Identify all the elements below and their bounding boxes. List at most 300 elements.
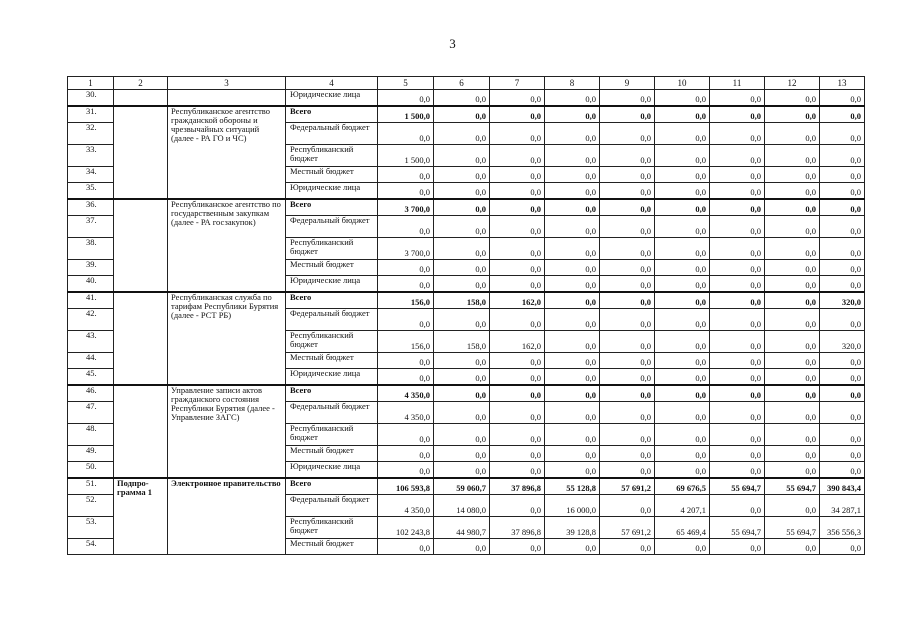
funding-source: Юридические лица [286,183,378,200]
value-cell: 0,0 [765,199,820,216]
value-cell: 0,0 [378,167,434,183]
header-cell: 6 [434,77,490,90]
value-cell: 0,0 [490,145,545,167]
value-cell: 0,0 [820,238,865,260]
value-cell: 0,0 [765,385,820,402]
value-cell: 0,0 [378,276,434,293]
header-cell: 8 [545,77,600,90]
value-cell: 0,0 [490,309,545,331]
value-cell: 0,0 [765,402,820,424]
value-cell: 0,0 [710,539,765,555]
value-cell: 0,0 [545,369,600,386]
value-cell: 4 350,0 [378,385,434,402]
value-cell: 0,0 [545,276,600,293]
value-cell: 0,0 [434,123,490,145]
value-cell: 0,0 [434,260,490,276]
value-cell: 0,0 [655,309,710,331]
value-cell: 0,0 [710,106,765,123]
value-cell: 0,0 [378,446,434,462]
value-cell: 0,0 [600,167,655,183]
value-cell: 0,0 [655,145,710,167]
value-cell: 0,0 [600,331,655,353]
budget-table [67,76,865,555]
value-cell: 0,0 [490,462,545,479]
value-cell: 158,0 [434,292,490,309]
value-cell: 0,0 [600,276,655,293]
value-cell: 0,0 [378,183,434,200]
program-cell [114,385,168,478]
funding-source: Местный бюджет [286,539,378,555]
value-cell: 0,0 [820,167,865,183]
agency-cell: Управление записи актов гражданского состояния Республики Бурятия (далее - Управление ЗАГС) [168,385,286,478]
value-cell: 0,0 [490,183,545,200]
value-cell: 0,0 [434,353,490,369]
row-number: 45. [68,369,114,386]
value-cell: 0,0 [765,90,820,107]
row-number: 37. [68,216,114,238]
value-cell: 0,0 [820,123,865,145]
header-cell: 5 [378,77,434,90]
funding-source: Всего [286,478,378,495]
value-cell: 0,0 [600,238,655,260]
value-cell: 0,0 [378,309,434,331]
value-cell: 0,0 [710,260,765,276]
value-cell: 0,0 [820,424,865,446]
funding-source: Республиканский бюджет [286,424,378,446]
value-cell: 0,0 [655,123,710,145]
header-cell: 2 [114,77,168,90]
value-cell: 0,0 [820,385,865,402]
funding-source: Всего [286,292,378,309]
value-cell: 0,0 [820,462,865,479]
funding-source: Республиканский бюджет [286,238,378,260]
value-cell: 0,0 [765,238,820,260]
funding-source: Местный бюджет [286,446,378,462]
value-cell: 0,0 [600,353,655,369]
program-cell: Подпро-грамма 1 [114,478,168,555]
value-cell: 37 896,8 [490,478,545,495]
row-number: 35. [68,183,114,200]
row-number: 40. [68,276,114,293]
value-cell: 39 128,8 [545,517,600,539]
value-cell: 162,0 [490,292,545,309]
row-number: 30. [68,90,114,107]
value-cell: 0,0 [545,424,600,446]
value-cell: 0,0 [434,216,490,238]
value-cell: 0,0 [490,369,545,386]
value-cell: 0,0 [765,260,820,276]
table-row [68,90,865,107]
value-cell: 0,0 [490,106,545,123]
value-cell: 0,0 [820,309,865,331]
value-cell: 0,0 [655,402,710,424]
funding-source: Федеральный бюджет [286,402,378,424]
row-number: 48. [68,424,114,446]
value-cell: 0,0 [434,402,490,424]
value-cell: 0,0 [545,539,600,555]
value-cell: 3 700,0 [378,199,434,216]
value-cell: 65 469,4 [655,517,710,539]
value-cell: 0,0 [765,183,820,200]
value-cell: 0,0 [434,424,490,446]
value-cell: 55 694,7 [710,478,765,495]
row-number: 46. [68,385,114,402]
value-cell: 0,0 [820,446,865,462]
row-number: 51. [68,478,114,495]
value-cell: 0,0 [600,199,655,216]
row-number: 36. [68,199,114,216]
value-cell: 0,0 [490,446,545,462]
value-cell: 0,0 [710,145,765,167]
value-cell: 0,0 [600,385,655,402]
funding-source: Местный бюджет [286,260,378,276]
value-cell: 0,0 [434,276,490,293]
value-cell: 0,0 [600,145,655,167]
value-cell: 0,0 [545,145,600,167]
value-cell: 0,0 [600,462,655,479]
value-cell: 0,0 [545,402,600,424]
row-number: 54. [68,539,114,555]
value-cell: 0,0 [378,369,434,386]
value-cell: 0,0 [545,462,600,479]
row-number: 42. [68,309,114,331]
value-cell: 0,0 [710,90,765,107]
value-cell: 0,0 [765,145,820,167]
value-cell: 0,0 [378,539,434,555]
funding-source: Республиканский бюджет [286,517,378,539]
value-cell: 55 694,7 [710,517,765,539]
value-cell: 0,0 [600,260,655,276]
value-cell: 0,0 [820,106,865,123]
value-cell: 0,0 [820,369,865,386]
value-cell: 0,0 [820,216,865,238]
value-cell: 0,0 [655,260,710,276]
value-cell: 0,0 [820,183,865,200]
header-cell: 9 [600,77,655,90]
value-cell: 0,0 [710,402,765,424]
value-cell: 55 694,7 [765,478,820,495]
value-cell: 16 000,0 [545,495,600,517]
table-row [68,292,865,309]
funding-source: Республиканский бюджет [286,145,378,167]
value-cell: 0,0 [710,167,765,183]
value-cell: 0,0 [490,402,545,424]
funding-source: Всего [286,385,378,402]
row-number: 43. [68,331,114,353]
row-number: 50. [68,462,114,479]
funding-source: Юридические лица [286,276,378,293]
value-cell: 34 287,1 [820,495,865,517]
value-cell: 0,0 [710,276,765,293]
value-cell: 0,0 [545,167,600,183]
value-cell: 0,0 [765,309,820,331]
value-cell: 4 207,1 [655,495,710,517]
value-cell: 0,0 [820,90,865,107]
funding-source: Республиканский бюджет [286,331,378,353]
value-cell: 44 980,7 [434,517,490,539]
value-cell: 0,0 [490,385,545,402]
value-cell: 0,0 [710,353,765,369]
row-number: 49. [68,446,114,462]
table-row [68,106,865,123]
value-cell: 156,0 [378,331,434,353]
value-cell: 0,0 [434,106,490,123]
value-cell: 0,0 [710,216,765,238]
value-cell: 0,0 [545,353,600,369]
row-number: 32. [68,123,114,145]
funding-source: Юридические лица [286,369,378,386]
program-cell [114,106,168,199]
value-cell: 0,0 [655,539,710,555]
header-cell: 1 [68,77,114,90]
value-cell: 0,0 [490,353,545,369]
funding-source: Юридические лица [286,462,378,479]
value-cell: 0,0 [600,216,655,238]
value-cell: 0,0 [655,424,710,446]
row-number: 41. [68,292,114,309]
value-cell: 0,0 [600,446,655,462]
value-cell: 0,0 [378,424,434,446]
value-cell: 0,0 [600,106,655,123]
value-cell: 0,0 [545,446,600,462]
value-cell: 0,0 [545,199,600,216]
row-number: 47. [68,402,114,424]
header-cell: 10 [655,77,710,90]
value-cell: 0,0 [490,238,545,260]
value-cell: 0,0 [655,90,710,107]
value-cell: 0,0 [655,369,710,386]
funding-source: Федеральный бюджет [286,309,378,331]
value-cell: 1 500,0 [378,106,434,123]
value-cell: 0,0 [765,539,820,555]
value-cell: 0,0 [490,495,545,517]
value-cell: 0,0 [545,331,600,353]
value-cell: 0,0 [710,238,765,260]
value-cell: 0,0 [765,292,820,309]
value-cell: 0,0 [490,123,545,145]
value-cell: 356 556,3 [820,517,865,539]
value-cell: 0,0 [545,292,600,309]
funding-source: Федеральный бюджет [286,123,378,145]
row-number: 39. [68,260,114,276]
value-cell: 0,0 [655,216,710,238]
value-cell: 0,0 [600,292,655,309]
value-cell: 0,0 [655,106,710,123]
value-cell: 57 691,2 [600,478,655,495]
value-cell: 0,0 [710,462,765,479]
value-cell: 0,0 [655,292,710,309]
funding-source: Юридические лица [286,90,378,107]
value-cell: 4 350,0 [378,495,434,517]
value-cell: 0,0 [490,539,545,555]
agency-cell: Республиканская служба по тарифам Республики Бурятия (далее - РСТ РБ) [168,292,286,385]
value-cell: 1 500,0 [378,145,434,167]
value-cell: 0,0 [655,462,710,479]
value-cell: 0,0 [655,446,710,462]
program-cell [114,90,168,107]
value-cell: 0,0 [378,90,434,107]
table-row [68,199,865,216]
program-cell [114,199,168,292]
row-number: 31. [68,106,114,123]
table-row [68,478,865,495]
agency-cell: Республиканское агентство по государственным закупкам (далее - РА госзакупок) [168,199,286,292]
value-cell: 0,0 [545,309,600,331]
row-number: 34. [68,167,114,183]
header-cell: 12 [765,77,820,90]
value-cell: 0,0 [434,183,490,200]
value-cell: 0,0 [434,309,490,331]
table-header-row [68,77,865,90]
row-number: 38. [68,238,114,260]
header-cell: 13 [820,77,865,90]
value-cell: 0,0 [545,385,600,402]
funding-source: Местный бюджет [286,353,378,369]
value-cell: 0,0 [655,167,710,183]
value-cell: 0,0 [434,145,490,167]
value-cell: 0,0 [765,331,820,353]
value-cell: 106 593,8 [378,478,434,495]
agency-cell: Республиканское агентство гражданской обороны и чрезвычайных ситуаций (далее - РА ГО и ЧС) [168,106,286,199]
value-cell: 0,0 [434,369,490,386]
value-cell: 0,0 [710,495,765,517]
value-cell: 0,0 [820,539,865,555]
value-cell: 0,0 [378,216,434,238]
header-cell: 11 [710,77,765,90]
header-cell: 7 [490,77,545,90]
value-cell: 0,0 [545,238,600,260]
value-cell: 0,0 [765,424,820,446]
value-cell: 158,0 [434,331,490,353]
value-cell: 0,0 [765,276,820,293]
value-cell: 0,0 [490,199,545,216]
value-cell: 0,0 [710,309,765,331]
value-cell: 0,0 [820,276,865,293]
value-cell: 0,0 [600,123,655,145]
value-cell: 0,0 [600,90,655,107]
value-cell: 0,0 [655,385,710,402]
value-cell: 69 676,5 [655,478,710,495]
value-cell: 0,0 [490,167,545,183]
funding-source: Федеральный бюджет [286,216,378,238]
table-row [68,385,865,402]
value-cell: 3 700,0 [378,238,434,260]
row-number: 53. [68,517,114,539]
value-cell: 0,0 [765,106,820,123]
value-cell: 0,0 [490,424,545,446]
value-cell: 0,0 [765,167,820,183]
value-cell: 0,0 [820,199,865,216]
header-cell: 3 [168,77,286,90]
value-cell: 0,0 [545,90,600,107]
funding-source: Всего [286,199,378,216]
value-cell: 0,0 [710,123,765,145]
table-body [68,77,865,555]
value-cell: 0,0 [820,260,865,276]
value-cell: 0,0 [600,369,655,386]
value-cell: 55 128,8 [545,478,600,495]
value-cell: 0,0 [378,260,434,276]
row-number: 44. [68,353,114,369]
value-cell: 0,0 [490,276,545,293]
value-cell: 0,0 [600,402,655,424]
value-cell: 0,0 [600,183,655,200]
value-cell: 0,0 [490,216,545,238]
agency-cell [168,90,286,107]
value-cell: 55 694,7 [765,517,820,539]
value-cell: 0,0 [820,402,865,424]
value-cell: 0,0 [545,183,600,200]
value-cell: 162,0 [490,331,545,353]
value-cell: 0,0 [765,353,820,369]
value-cell: 0,0 [655,238,710,260]
funding-source: Местный бюджет [286,167,378,183]
value-cell: 0,0 [765,123,820,145]
value-cell: 0,0 [765,446,820,462]
value-cell: 0,0 [434,90,490,107]
program-cell [114,292,168,385]
value-cell: 0,0 [434,385,490,402]
value-cell: 14 080,0 [434,495,490,517]
value-cell: 0,0 [378,462,434,479]
value-cell: 0,0 [600,539,655,555]
value-cell: 0,0 [765,216,820,238]
value-cell: 0,0 [765,369,820,386]
value-cell: 0,0 [600,495,655,517]
value-cell: 0,0 [600,424,655,446]
value-cell: 0,0 [710,199,765,216]
value-cell: 0,0 [710,369,765,386]
value-cell: 0,0 [490,260,545,276]
value-cell: 0,0 [655,276,710,293]
value-cell: 0,0 [434,238,490,260]
value-cell: 0,0 [655,183,710,200]
value-cell: 0,0 [434,446,490,462]
value-cell: 0,0 [378,123,434,145]
header-cell: 4 [286,77,378,90]
value-cell: 0,0 [710,292,765,309]
value-cell: 0,0 [600,309,655,331]
value-cell: 57 691,2 [600,517,655,539]
value-cell: 320,0 [820,331,865,353]
value-cell: 0,0 [710,183,765,200]
value-cell: 0,0 [545,216,600,238]
value-cell: 0,0 [765,495,820,517]
value-cell: 0,0 [545,106,600,123]
value-cell: 0,0 [710,424,765,446]
value-cell: 0,0 [710,331,765,353]
value-cell: 0,0 [434,539,490,555]
value-cell: 102 243,8 [378,517,434,539]
page-number: 3 [449,36,456,51]
value-cell: 0,0 [710,446,765,462]
value-cell: 156,0 [378,292,434,309]
value-cell: 0,0 [545,260,600,276]
value-cell: 0,0 [434,462,490,479]
value-cell: 0,0 [765,462,820,479]
value-cell: 0,0 [545,123,600,145]
value-cell: 0,0 [655,353,710,369]
value-cell: 0,0 [655,199,710,216]
value-cell: 0,0 [820,353,865,369]
value-cell: 0,0 [710,385,765,402]
funding-source: Федеральный бюджет [286,495,378,517]
value-cell: 390 843,4 [820,478,865,495]
value-cell: 4 350,0 [378,402,434,424]
row-number: 33. [68,145,114,167]
value-cell: 0,0 [434,167,490,183]
value-cell: 0,0 [434,199,490,216]
